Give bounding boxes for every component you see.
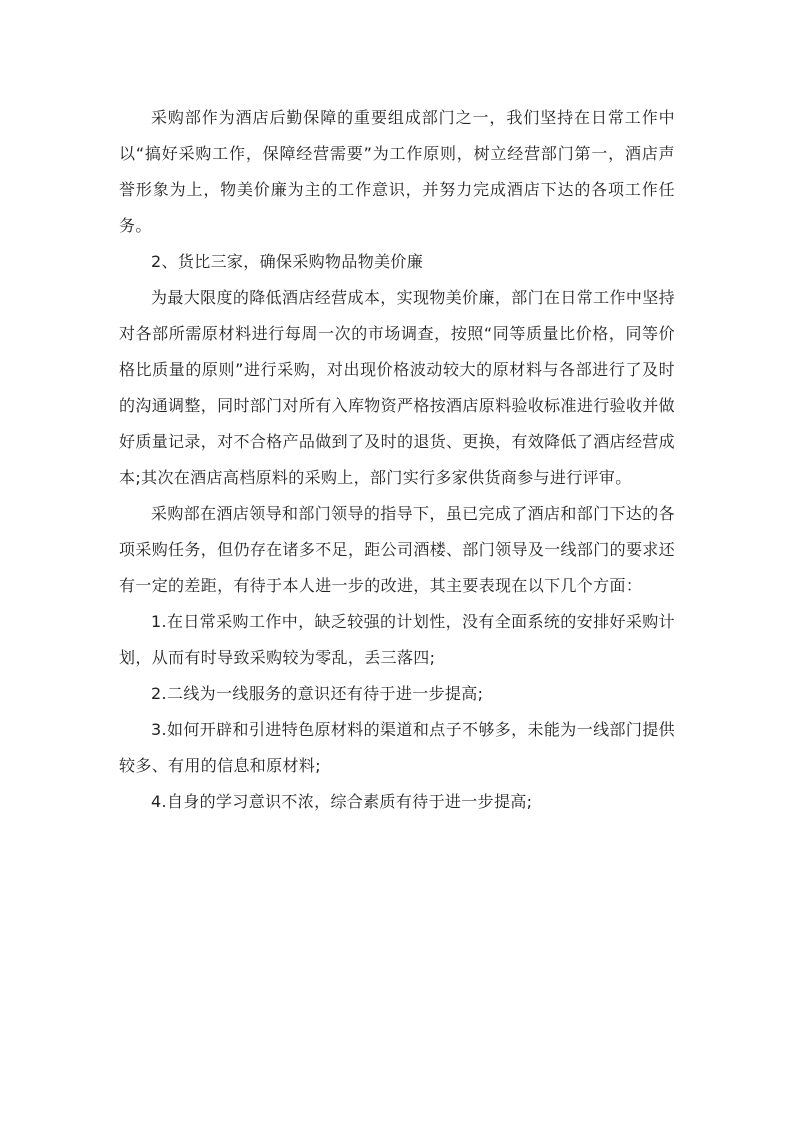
paragraph-shortcomings-intro: 采购部在酒店领导和部门领导的指导下，虽已完成了酒店和部门下达的各项采购任务，但仍存在诸多不足，距公司酒楼、部门领导及一线部门的要求还有一定的差距，有待于本人进一步的改进，其主要表现在以下几个方面：	[119, 504, 675, 595]
section-heading-compare-prices: 2、货比三家，确保采购物品物美价廉	[151, 252, 424, 271]
list-item-planning: 1.在日常采购工作中，缺乏较强的计划性，没有全面系统的安排好采购计划，从而有时导致采购较为零乱，丢三落四;	[119, 612, 675, 667]
list-item-service-awareness: 2.二线为一线服务的意识还有待于进一步提高;	[151, 684, 484, 703]
paragraph-cost-reduction: 为最大限度的降低酒店经营成本，实现物美价廉，部门在日常工作中坚持对各部所需原材料进行每周一次的市场调查，按照“同等质量比价格，同等价格比质量的原则”进行采购，对出现价格波动较大的原材料与各部进行了及时的沟通调整，同时部门对所有入库物资严格按酒店原料验收标准进行验收并做好质量记录，对不合格产品做到了及时的退货、更换，有效降低了酒店经营成本;其次在酒店高档原料的采购上，部门实行多家供货商参与进行评审。	[119, 288, 675, 487]
paragraph-intro: 采购部作为酒店后勤保障的重要组成部门之一，我们坚持在日常工作中以“搞好采购工作，保障经营需要”为工作原则，树立经营部门第一，酒店声誉形象为上，物美价廉为主的工作意识，并努力完成酒店下达的各项工作任务。	[119, 108, 675, 235]
list-item-learning: 4.自身的学习意识不浓，综合素质有待于进一步提高;	[151, 792, 533, 811]
list-item-sourcing-channels: 3.如何开辟和引进特色原材料的渠道和点子不够多，未能为一线部门提供较多、有用的信息和原材料;	[119, 720, 675, 775]
document-body	[119, 100, 675, 820]
